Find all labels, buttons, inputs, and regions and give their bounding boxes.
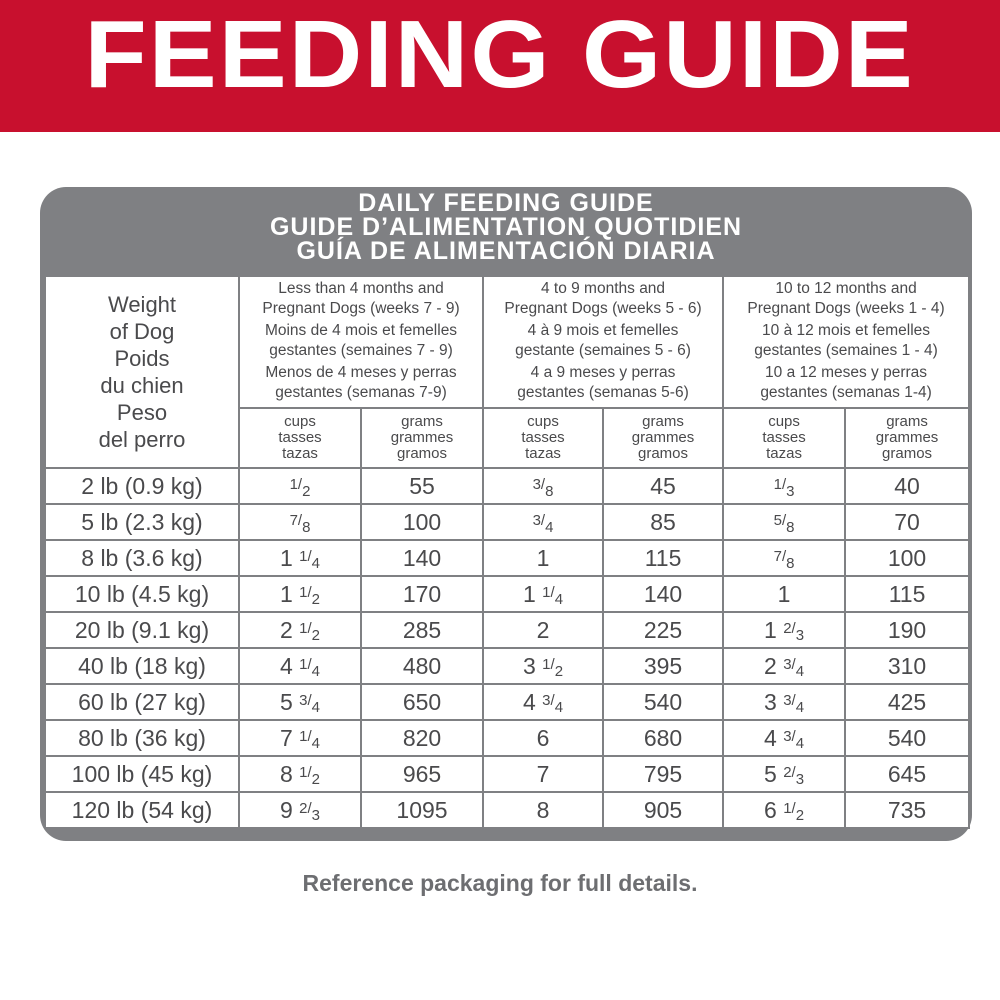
age-group-en xyxy=(240,279,482,319)
cups-whole: 3 xyxy=(764,688,777,715)
grams-cell: 310 xyxy=(845,648,969,684)
cups-whole: 1 xyxy=(279,580,293,607)
age-group-line: gestantes (semanas 7-9) xyxy=(275,384,447,401)
fraction-slash: / xyxy=(550,691,555,709)
table-row xyxy=(45,576,969,612)
fraction-slash: / xyxy=(791,655,796,673)
fraction-numerator: 1 xyxy=(783,799,792,817)
fraction-numerator: 5 xyxy=(773,511,782,529)
fraction-slash: / xyxy=(307,799,312,817)
unit-label: tasses xyxy=(762,429,806,446)
unit-label: tazas xyxy=(766,445,802,462)
unit-label: gramos xyxy=(396,445,448,462)
cups-fraction xyxy=(299,763,321,788)
fraction-numerator: 3 xyxy=(783,691,792,709)
cups-whole: 5 xyxy=(764,760,777,787)
fraction-slash: / xyxy=(540,511,546,529)
cups-whole: 4 xyxy=(522,688,536,715)
cups-cell xyxy=(723,576,845,612)
weight-cell: 8 lb (3.6 kg) xyxy=(45,540,239,576)
cups-whole: 1 xyxy=(522,580,536,607)
fraction-slash: / xyxy=(791,799,796,817)
card-title-en: DAILY FEEDING GUIDE xyxy=(358,189,654,217)
fraction-numerator: 1 xyxy=(299,547,308,565)
age-group-header xyxy=(483,276,723,408)
cups-header xyxy=(723,408,845,468)
cups-cell xyxy=(723,540,845,576)
fraction-numerator: 2 xyxy=(783,619,792,637)
cups-cell xyxy=(239,720,361,756)
age-group-line: gestantes (semaines 7 - 9) xyxy=(269,342,453,359)
fraction-denominator: 3 xyxy=(795,770,805,788)
fraction-denominator: 2 xyxy=(311,590,321,608)
unit-label: cups xyxy=(527,413,559,430)
cups-fraction xyxy=(783,691,805,716)
weight-cell: 5 lb (2.3 kg) xyxy=(45,504,239,540)
cups-whole: 1 xyxy=(279,544,293,571)
cups-whole: 9 xyxy=(279,796,293,823)
unit-label: grams xyxy=(401,413,443,430)
fraction-numerator: 3 xyxy=(532,475,541,493)
fraction-slash: / xyxy=(791,691,796,709)
cups-cell xyxy=(483,612,603,648)
weight-header-line: Poids xyxy=(114,346,170,371)
grams-cell: 795 xyxy=(603,756,723,792)
unit-label: tasses xyxy=(278,429,322,446)
fraction-denominator: 3 xyxy=(795,626,805,644)
fraction-denominator: 4 xyxy=(311,734,321,752)
weight-cell: 40 lb (18 kg) xyxy=(45,648,239,684)
cups-fraction xyxy=(289,511,311,536)
fraction-denominator: 8 xyxy=(786,554,795,572)
cups-cell xyxy=(239,576,361,612)
age-group-line: Pregnant Dogs (weeks 1 - 4) xyxy=(747,300,945,317)
age-group-fr xyxy=(724,321,968,361)
grams-cell: 540 xyxy=(603,684,723,720)
grams-cell: 70 xyxy=(845,504,969,540)
cups-whole: 3 xyxy=(522,652,536,679)
grams-cell: 40 xyxy=(845,468,969,504)
grams-cell: 170 xyxy=(361,576,483,612)
cups-cell xyxy=(723,756,845,792)
age-group-line: gestantes (semanas 5-6) xyxy=(517,384,689,401)
grams-cell: 965 xyxy=(361,756,483,792)
grams-cell: 480 xyxy=(361,648,483,684)
grams-cell: 140 xyxy=(603,576,723,612)
cups-fraction xyxy=(299,547,321,572)
cups-whole: 2 xyxy=(279,616,293,643)
cups-fraction xyxy=(773,475,795,500)
unit-label: tazas xyxy=(282,445,318,462)
weight-header-line: Peso xyxy=(116,400,168,425)
weight-header-line: du chien xyxy=(100,373,184,398)
cups-cell xyxy=(483,684,603,720)
grams-cell: 820 xyxy=(361,720,483,756)
cups-whole: 2 xyxy=(764,652,777,679)
cups-whole: 4 xyxy=(279,652,293,679)
age-group-fr xyxy=(240,321,482,361)
cups-cell xyxy=(723,648,845,684)
fraction-denominator: 2 xyxy=(311,626,321,644)
fraction-numerator: 1 xyxy=(299,763,308,781)
cups-cell xyxy=(483,504,603,540)
cups-fraction xyxy=(783,655,805,680)
fraction-denominator: 4 xyxy=(311,662,321,680)
cups-fraction xyxy=(773,511,795,536)
age-group-es xyxy=(240,363,482,403)
cups-fraction xyxy=(542,655,564,680)
unit-label: cups xyxy=(284,413,316,430)
fraction-slash: / xyxy=(297,475,303,493)
weight-cell: 10 lb (4.5 kg) xyxy=(45,576,239,612)
unit-label: cups xyxy=(768,413,800,430)
cups-cell xyxy=(239,648,361,684)
fraction-numerator: 3 xyxy=(532,511,541,529)
age-group-line: 10 à 12 mois et femelles xyxy=(762,322,931,339)
age-group-line: 10 to 12 months and xyxy=(775,280,917,297)
fraction-slash: / xyxy=(791,727,796,745)
cups-fraction xyxy=(773,547,795,572)
cups-cell xyxy=(483,576,603,612)
unit-label: grams xyxy=(886,413,928,430)
fraction-denominator: 2 xyxy=(311,770,321,788)
grams-header xyxy=(845,408,969,468)
fraction-slash: / xyxy=(550,583,555,601)
table-row xyxy=(45,648,969,684)
grams-cell: 645 xyxy=(845,756,969,792)
fraction-slash: / xyxy=(307,583,312,601)
table-body xyxy=(45,468,969,828)
feeding-guide-card xyxy=(40,187,972,841)
cups-whole: 4 xyxy=(764,724,777,751)
weight-cell: 80 lb (36 kg) xyxy=(45,720,239,756)
grams-cell: 285 xyxy=(361,612,483,648)
grams-cell: 45 xyxy=(603,468,723,504)
age-group-line: Less than 4 months and xyxy=(278,280,444,297)
fraction-numerator: 2 xyxy=(783,763,792,781)
cups-cell xyxy=(723,612,845,648)
reference-note: Reference packaging for full details. xyxy=(302,870,698,896)
fraction-denominator: 4 xyxy=(311,698,321,716)
weight-header xyxy=(45,276,239,468)
card-header xyxy=(40,191,972,263)
fraction-denominator: 2 xyxy=(795,806,805,824)
age-group-line: Pregnant Dogs (weeks 5 - 6) xyxy=(504,300,702,317)
fraction-denominator: 4 xyxy=(554,590,564,608)
cups-fraction xyxy=(299,727,321,752)
fraction-slash: / xyxy=(781,547,787,565)
grams-cell: 225 xyxy=(603,612,723,648)
fraction-slash: / xyxy=(307,547,312,565)
cups-header xyxy=(483,408,603,468)
fraction-numerator: 1 xyxy=(542,655,551,673)
grams-cell: 100 xyxy=(845,540,969,576)
age-group-line: Menos de 4 meses y perras xyxy=(265,364,457,381)
cups-cell xyxy=(483,756,603,792)
cups-cell xyxy=(239,792,361,828)
fraction-denominator: 8 xyxy=(786,518,795,536)
cups-whole: 6 xyxy=(536,724,550,751)
fraction-numerator: 3 xyxy=(542,691,551,709)
card-title-fr: GUIDE D’ALIMENTATION QUOTIDIEN xyxy=(269,213,743,241)
age-group-line: gestante (semaines 5 - 6) xyxy=(515,342,691,359)
cups-cell xyxy=(723,684,845,720)
fraction-slash: / xyxy=(307,763,312,781)
table-row xyxy=(45,720,969,756)
cups-whole: 7 xyxy=(536,760,550,787)
cups-fraction xyxy=(532,511,554,536)
table-row xyxy=(45,756,969,792)
cups-cell xyxy=(483,792,603,828)
grams-cell: 650 xyxy=(361,684,483,720)
fraction-denominator: 4 xyxy=(545,518,554,536)
grams-cell: 100 xyxy=(361,504,483,540)
fraction-numerator: 7 xyxy=(773,547,782,565)
cups-header xyxy=(239,408,361,468)
unit-label: grammes xyxy=(875,429,939,446)
unit-label: gramos xyxy=(638,445,689,462)
age-group-line: gestantes (semaines 1 - 4) xyxy=(754,342,938,359)
unit-label: grammes xyxy=(631,429,695,446)
fraction-slash: / xyxy=(781,511,787,529)
table-row xyxy=(45,504,969,540)
cups-whole: 8 xyxy=(536,796,550,823)
grams-cell: 140 xyxy=(361,540,483,576)
fraction-denominator: 8 xyxy=(545,482,554,500)
cups-fraction xyxy=(542,583,564,608)
feeding-table xyxy=(44,275,970,829)
age-group-line: 4 to 9 months and xyxy=(540,280,666,297)
age-group-en xyxy=(724,279,968,319)
fraction-slash: / xyxy=(307,691,312,709)
cups-cell xyxy=(483,468,603,504)
fraction-numerator: 1 xyxy=(299,727,308,745)
fraction-numerator: 2 xyxy=(299,799,308,817)
cups-cell xyxy=(483,720,603,756)
cups-cell xyxy=(239,540,361,576)
table-row xyxy=(45,792,969,828)
weight-header-line: of Dog xyxy=(109,319,175,344)
cups-fraction xyxy=(289,475,311,500)
cups-cell xyxy=(483,540,603,576)
grams-header xyxy=(361,408,483,468)
weight-cell: 100 lb (45 kg) xyxy=(45,756,239,792)
weight-cell: 60 lb (27 kg) xyxy=(45,684,239,720)
cups-fraction xyxy=(299,583,321,608)
grams-cell: 905 xyxy=(603,792,723,828)
grams-cell: 115 xyxy=(603,540,723,576)
grams-cell: 540 xyxy=(845,720,969,756)
grams-cell: 85 xyxy=(603,504,723,540)
fraction-denominator: 8 xyxy=(302,518,311,536)
unit-label: tasses xyxy=(521,429,565,446)
fraction-slash: / xyxy=(791,619,796,637)
fraction-numerator: 1 xyxy=(299,619,308,637)
cups-cell xyxy=(723,792,845,828)
table-row xyxy=(45,468,969,504)
cups-whole: 2 xyxy=(536,616,550,643)
grams-cell: 395 xyxy=(603,648,723,684)
table-row xyxy=(45,612,969,648)
fraction-numerator: 3 xyxy=(783,727,792,745)
fraction-numerator: 3 xyxy=(299,691,308,709)
cups-whole: 1 xyxy=(536,544,550,571)
fraction-numerator: 3 xyxy=(783,655,792,673)
cups-fraction xyxy=(299,655,321,680)
banner xyxy=(0,0,1000,132)
fraction-numerator: 1 xyxy=(289,475,298,493)
cups-fraction xyxy=(542,691,564,716)
cups-fraction xyxy=(299,619,321,644)
age-group-es xyxy=(484,363,722,403)
age-group-line: gestantes (semanas 1-4) xyxy=(760,384,932,401)
unit-label: gramos xyxy=(882,445,933,462)
grams-cell: 115 xyxy=(845,576,969,612)
cups-fraction xyxy=(783,763,805,788)
table-row xyxy=(45,684,969,720)
cups-whole: 7 xyxy=(279,724,293,751)
cups-cell xyxy=(723,720,845,756)
age-group-fr xyxy=(484,321,722,361)
cups-whole: 8 xyxy=(279,760,293,787)
cups-cell xyxy=(239,612,361,648)
fraction-denominator: 4 xyxy=(311,554,321,572)
grams-header xyxy=(603,408,723,468)
age-group-line: 4 à 9 mois et femelles xyxy=(527,322,679,339)
age-group-en xyxy=(484,279,722,319)
fraction-denominator: 4 xyxy=(795,734,805,752)
fraction-slash: / xyxy=(550,655,555,673)
age-group-line: Moins de 4 mois et femelles xyxy=(264,322,458,339)
cups-cell xyxy=(723,468,845,504)
fraction-slash: / xyxy=(791,763,796,781)
cups-whole: 6 xyxy=(764,796,777,823)
age-group-header xyxy=(723,276,969,408)
cups-cell xyxy=(239,504,361,540)
fraction-numerator: 7 xyxy=(289,511,298,529)
fraction-slash: / xyxy=(307,655,312,673)
fraction-slash: / xyxy=(307,619,312,637)
cups-fraction xyxy=(299,691,321,716)
fraction-numerator: 1 xyxy=(542,583,551,601)
fraction-numerator: 1 xyxy=(299,583,308,601)
weight-cell: 20 lb (9.1 kg) xyxy=(45,612,239,648)
cups-cell xyxy=(239,684,361,720)
age-group-line: Pregnant Dogs (weeks 7 - 9) xyxy=(262,300,460,317)
cups-fraction xyxy=(299,799,321,824)
fraction-numerator: 1 xyxy=(299,655,308,673)
grams-cell: 735 xyxy=(845,792,969,828)
weight-header-line: Weight xyxy=(107,292,177,317)
cups-cell xyxy=(239,468,361,504)
weight-cell: 2 lb (0.9 kg) xyxy=(45,468,239,504)
grams-cell: 1095 xyxy=(361,792,483,828)
cups-cell xyxy=(239,756,361,792)
fraction-slash: / xyxy=(540,475,546,493)
cups-cell xyxy=(723,504,845,540)
cups-fraction xyxy=(783,727,805,752)
cups-fraction xyxy=(783,799,805,824)
fraction-slash: / xyxy=(307,727,312,745)
weight-header-line: del perro xyxy=(98,427,186,452)
card-title-es: GUÍA DE ALIMENTACIÓN DIARIA xyxy=(296,237,716,265)
grams-cell: 425 xyxy=(845,684,969,720)
fraction-denominator: 4 xyxy=(795,698,805,716)
cups-whole: 1 xyxy=(764,616,777,643)
fraction-slash: / xyxy=(781,475,787,493)
page-title: FEEDING GUIDE xyxy=(84,1,916,108)
cups-fraction xyxy=(783,619,805,644)
grams-cell: 680 xyxy=(603,720,723,756)
table-row xyxy=(45,540,969,576)
cups-whole: 5 xyxy=(279,688,293,715)
fraction-denominator: 2 xyxy=(554,662,564,680)
fraction-numerator: 1 xyxy=(773,475,782,493)
fraction-denominator: 3 xyxy=(786,482,795,500)
age-group-header xyxy=(239,276,483,408)
fraction-slash: / xyxy=(297,511,303,529)
age-group-line: 10 a 12 meses y perras xyxy=(765,364,928,381)
cups-cell xyxy=(483,648,603,684)
fraction-denominator: 3 xyxy=(311,806,321,824)
cups-fraction xyxy=(532,475,554,500)
grams-cell: 190 xyxy=(845,612,969,648)
age-group-es xyxy=(724,363,968,403)
fraction-denominator: 2 xyxy=(302,482,311,500)
unit-label: tazas xyxy=(525,445,561,462)
fraction-denominator: 4 xyxy=(554,698,564,716)
grams-cell: 55 xyxy=(361,468,483,504)
unit-label: grammes xyxy=(390,429,454,446)
age-group-line: 4 a 9 meses y perras xyxy=(530,364,676,381)
fraction-denominator: 4 xyxy=(795,662,805,680)
unit-label: grams xyxy=(642,413,684,430)
weight-cell: 120 lb (54 kg) xyxy=(45,792,239,828)
cups-whole: 1 xyxy=(777,580,791,607)
